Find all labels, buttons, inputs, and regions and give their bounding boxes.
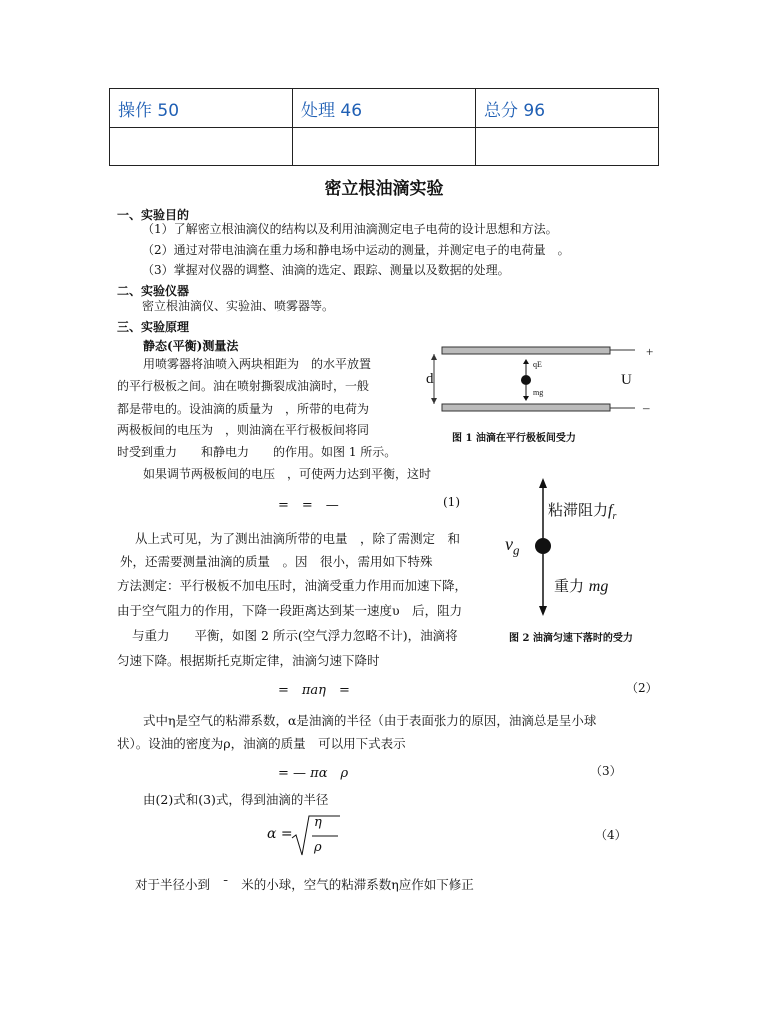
para2-line-3: 方法测定：平行极板不加电压时，油滴受重力作用而加速下降， <box>117 578 468 593</box>
drag-symbol-sub: r <box>612 511 617 522</box>
score-cell-operation <box>110 89 293 128</box>
fig1-d-label: d <box>426 371 434 387</box>
section-heading-principle: 三、实验原理 <box>117 320 190 334</box>
fig1-u-label: U <box>621 372 632 388</box>
para1-line-4: 两极板间的电压为 ，则油滴在平行极板间将同 <box>117 423 370 437</box>
falling-drop <box>535 538 551 554</box>
fig1-plates-diagram <box>420 340 670 420</box>
para2-line-2: 外，还需要测量油滴的质量 。因 很小，需用如下特殊 <box>120 554 433 569</box>
section-heading-purpose: 一、实验目的 <box>117 208 190 222</box>
qe-arrowhead <box>523 359 529 364</box>
score-operation: 操作 50 <box>118 100 180 121</box>
para1-line-1: 用喷雾器将油喷入两块相距为 的水平放置 <box>143 357 372 371</box>
score-blank-cell <box>293 128 476 166</box>
fig2-drag-label <box>548 499 616 522</box>
score-blank-cell <box>110 128 293 166</box>
para2-line-6: 匀速下降。根据斯托克斯定律，油滴匀速下降时 <box>117 653 380 668</box>
top-plate <box>442 347 610 354</box>
fig1-mg-label: mg <box>533 388 544 397</box>
drag-symbol: f <box>608 502 613 519</box>
mg-arrowhead <box>523 396 529 401</box>
gap-arrow-down <box>431 398 437 404</box>
fig1-plus-sign: + <box>646 344 654 359</box>
para5-line: 对于半径小到 ¯ 米的小球，空气的粘滞系数η应作如下修正 <box>135 877 474 892</box>
equation-3: = — πα ρ <box>278 766 349 781</box>
fig1-minus-sign: – <box>643 400 650 415</box>
score-processing: 处理 46 <box>301 100 363 121</box>
equation-4-numerator: η <box>314 815 322 830</box>
section-heading-apparatus: 二、实验仪器 <box>117 284 190 298</box>
fig2-force-diagram <box>530 476 560 620</box>
page-title: 密立根油滴实验 <box>324 179 444 199</box>
gravity-label-text: 重力 <box>554 577 585 595</box>
purpose-item-2: （2）通过对带电油滴在重力场和静电场中运动的测量，并测定电子的电荷量 。 <box>142 243 570 257</box>
fig1-qe-label: qE <box>533 360 542 369</box>
apparatus-text: 密立根油滴仪、实验油、喷雾器等。 <box>142 299 335 313</box>
equation-1: = = — <box>278 498 339 513</box>
fig2-velocity-label <box>505 534 520 559</box>
fig1-caption: 图 1 油滴在平行极板间受力 <box>452 433 576 444</box>
fig2-gravity-label <box>554 575 608 596</box>
equation-4-denominator: ρ <box>314 840 322 855</box>
drag-arrowhead <box>539 478 547 488</box>
equation-2: = πaη = <box>278 683 350 698</box>
score-total: 总分 96 <box>484 100 546 121</box>
para1-line-6: 如果调节两极板间的电压 ，可使两力达到平衡，这时 <box>143 467 432 481</box>
bottom-plate <box>442 404 610 411</box>
para3-line-2: 状）。设油的密度为ρ，油滴的质量 可以用下式表示 <box>117 736 406 751</box>
drag-label-text: 粘滞阻力 <box>548 501 609 519</box>
para1-line-5: 时受到重力 和静电力 的作用。如图 1 所示。 <box>117 445 397 459</box>
equation-1-number: (1) <box>443 495 460 509</box>
para2-line-4: 由于空气阻力的作用，下降一段距离达到某一速度υ 后，阻力 <box>117 603 463 618</box>
para1-line-3: 都是带电的。设油滴的质量为 ，所带的电荷为 <box>117 402 370 416</box>
para1-line-2: 的平行极板之间。油在喷射撕裂成油滴时，一般 <box>117 379 370 393</box>
score-cell-total <box>476 89 659 128</box>
fig2-caption: 图 2 油滴匀速下落时的受力 <box>509 633 633 644</box>
equation-2-number: （2） <box>626 681 658 695</box>
score-table <box>109 88 659 166</box>
gravity-arrowhead <box>539 606 547 616</box>
equation-4-lhs: α = <box>267 826 293 842</box>
velocity-sub: g <box>513 542 520 558</box>
subsection-static-method: 静态(平衡)测量法 <box>143 339 239 353</box>
oil-drop <box>521 375 531 385</box>
score-cell-processing <box>293 89 476 128</box>
purpose-item-3: （3）掌握对仪器的调整、油滴的选定、跟踪、测量以及数据的处理。 <box>142 263 510 277</box>
gravity-symbol: mg <box>588 578 609 595</box>
para3-line-1: 式中η是空气的粘滞系数，α是油滴的半径（由于表面张力的原因，油滴总是呈小球 <box>143 713 597 728</box>
gap-arrow-up <box>431 354 437 360</box>
purpose-item-1: （1）了解密立根油滴仪的结构以及利用油滴测定电子电荷的设计思想和方法。 <box>142 222 558 236</box>
score-blank-cell <box>476 128 659 166</box>
velocity-symbol: v <box>505 534 513 554</box>
equation-3-number: （3） <box>590 764 622 778</box>
para4-line: 由(2)式和(3)式，得到油滴的半径 <box>143 792 329 807</box>
para2-line-1: 从上式可见，为了测出油滴所带的电量 ，除了需测定 和 <box>135 531 461 546</box>
equation-4-number: （4） <box>595 828 627 842</box>
para2-line-5: 与重力 平衡，如图 2 所示(空气浮力忽略不计)，油滴将 <box>132 628 458 643</box>
